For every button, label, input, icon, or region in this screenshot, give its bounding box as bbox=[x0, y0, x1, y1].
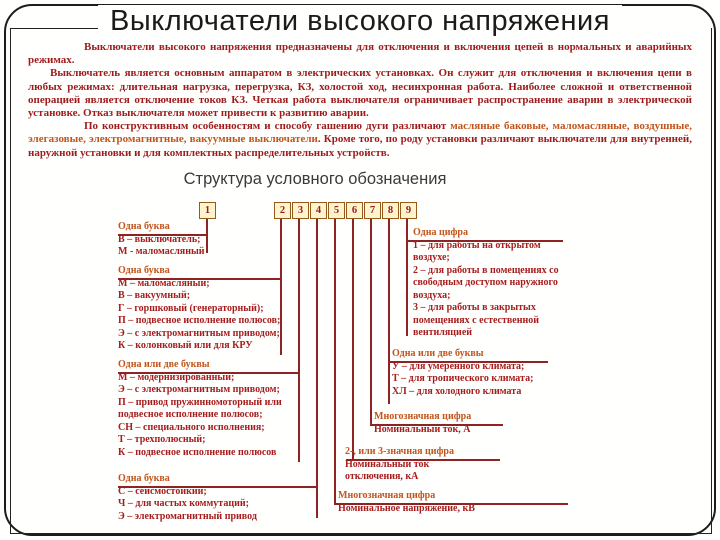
legend-heading: Многозначная цифра bbox=[338, 490, 436, 501]
position-box-8: 8 bbox=[382, 202, 399, 219]
legend-item: П – привод пружинномоторный или подвесное исполнение полюсов; bbox=[118, 396, 282, 420]
position-box-5: 5 bbox=[328, 202, 345, 219]
legend-block-box7 bbox=[374, 411, 514, 436]
legend-block-box9 bbox=[413, 227, 571, 340]
legend-block-box5 bbox=[338, 490, 578, 515]
legend-block-box1 bbox=[118, 221, 278, 259]
legend-item: Г – горшковый (генераторный); bbox=[118, 302, 264, 314]
connector-line-9 bbox=[406, 218, 408, 336]
legend-block-box3 bbox=[118, 359, 304, 459]
legend-heading: Одна буква bbox=[118, 265, 170, 276]
legend-block-box4 bbox=[118, 473, 328, 523]
legend-item: Номинальное напряжение, кВ bbox=[338, 502, 475, 514]
connector-line-5 bbox=[334, 218, 336, 503]
legend-heading: Одна или две буквы bbox=[118, 359, 210, 370]
legend-item: СН – специального исполнения; bbox=[118, 421, 265, 433]
legend-item: М – модернизированный; bbox=[118, 371, 235, 383]
legend-item: Э – с электромагнитным приводом; bbox=[118, 327, 280, 339]
legend-item: Т – трехполюсный; bbox=[118, 434, 206, 445]
legend-item: П – подвесное исполнение полюсов; bbox=[118, 315, 281, 326]
paragraph-1: Выключатели высокого напряжения предназначены для отключения и включения цепей в нормальных и аварийных режимах. bbox=[28, 41, 692, 67]
legend-item: Э – электромагнитный привод bbox=[118, 510, 257, 522]
legend-block-box6 bbox=[345, 446, 463, 484]
position-box-4: 4 bbox=[310, 202, 327, 219]
legend-block-box2 bbox=[118, 265, 288, 353]
legend-item: ХЛ – для холодного климата bbox=[392, 385, 522, 397]
legend-item: К – колонковый или для КРУ bbox=[118, 340, 253, 351]
intro-text bbox=[28, 41, 692, 160]
legend-item: Номинальный ток отключения, кА bbox=[345, 458, 430, 482]
legend-heading: Одна буква bbox=[118, 473, 170, 484]
section-subtitle: Структура условного обозначения bbox=[183, 170, 447, 188]
legend-item: 3 – для работы в закрытых помещениях с естественной вентиляцией bbox=[413, 302, 540, 338]
position-box-2: 2 bbox=[274, 202, 291, 219]
connector-line-6 bbox=[352, 218, 354, 459]
legend-item: Э – с электромагнитным приводом; bbox=[118, 384, 280, 395]
paragraph-3-tail: . Кроме того, по роду установки различают выключатели для внутренней, наружной установки и для комплектных распределительных устройств. bbox=[28, 133, 692, 159]
position-box-6: 6 bbox=[346, 202, 363, 219]
connector-line-7 bbox=[370, 218, 372, 424]
legend-block-box8 bbox=[392, 348, 562, 398]
legend-item: Ч – для частых коммутаций; bbox=[118, 498, 249, 509]
legend-heading: Многозначная цифра bbox=[374, 411, 472, 422]
paragraph-3-lead: По конструктивным особенностям и способу гашению дуги различают bbox=[84, 120, 451, 133]
legend-item: М – маломасляный; bbox=[118, 277, 210, 289]
paragraph-2: Выключатель является основным аппаратом в электрических установках. Он служит для отключения и включения цепи в любых режимах: длительная нагрузка, перегрузка, КЗ, холостой ход, несинхронная работа. Наиболее сложной и ответственной операцией является отключение токов КЗ. Четкая работа выключателя ограничивает распространение аварии в электрической установке. Отказ выключателя может привести к развитию аварии. bbox=[28, 67, 692, 120]
legend-item: У – для умеренного климата; bbox=[392, 360, 525, 372]
legend-item: С – сейсмостойкий; bbox=[118, 485, 207, 497]
position-box-3: 3 bbox=[292, 202, 309, 219]
legend-heading: Одна цифра bbox=[413, 227, 468, 238]
position-box-7: 7 bbox=[364, 202, 381, 219]
legend-heading: Одна буква bbox=[118, 221, 170, 232]
legend-heading: 2-, или 3-значная цифра bbox=[345, 446, 454, 457]
paragraph-3-switch-types: масляные баковые, маломасляные, воздушные, элегазовые, электромагнитные, вакуумные выключатели bbox=[28, 120, 692, 146]
legend-item: 1 – для работы на открытом воздухе; bbox=[413, 239, 541, 263]
position-box-1: 1 bbox=[199, 202, 216, 219]
legend-item: 2 – для работы в помещениях со свободным доступом наружного воздуха; bbox=[413, 264, 559, 301]
legend-item: Номинальный ток, А bbox=[374, 423, 471, 435]
position-box-9: 9 bbox=[400, 202, 417, 219]
legend-item: К – подвесное исполнение полюсов bbox=[118, 446, 277, 458]
connector-line-8 bbox=[388, 218, 390, 404]
paragraph-3 bbox=[28, 120, 692, 160]
legend-item: М - маломасляный bbox=[118, 246, 205, 257]
legend-item: В – вакуумный; bbox=[118, 290, 191, 301]
slide-title: Выключатели высокого напряжения bbox=[98, 5, 622, 38]
legend-heading: Одна или две буквы bbox=[392, 348, 484, 359]
legend-item: Т – для тропического климата; bbox=[392, 373, 534, 384]
legend-item: В – выключатель; bbox=[118, 233, 201, 245]
